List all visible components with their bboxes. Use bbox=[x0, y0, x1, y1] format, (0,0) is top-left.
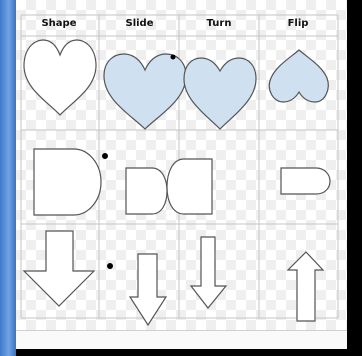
header-slide: Slide bbox=[125, 18, 154, 29]
heart-original bbox=[24, 40, 96, 115]
arrow-turn bbox=[191, 237, 226, 308]
d-shape-original bbox=[34, 149, 101, 215]
heart-slide bbox=[104, 54, 186, 129]
arrow-marker-dot bbox=[107, 263, 113, 269]
header-shape: Shape bbox=[41, 18, 77, 29]
arrow-slide bbox=[130, 254, 166, 325]
header-turn: Turn bbox=[206, 18, 232, 29]
heart-flip bbox=[269, 50, 328, 102]
slide-marker-dot bbox=[171, 55, 176, 60]
heart-turn bbox=[184, 58, 256, 129]
arrow-original bbox=[24, 231, 94, 306]
d-shape-turn bbox=[167, 159, 212, 214]
header-flip: Flip bbox=[287, 18, 309, 29]
arrow-flip bbox=[288, 252, 323, 321]
d-shape-slide bbox=[126, 168, 167, 214]
d-shape-flip bbox=[281, 168, 330, 194]
d-marker-dot bbox=[102, 153, 108, 159]
